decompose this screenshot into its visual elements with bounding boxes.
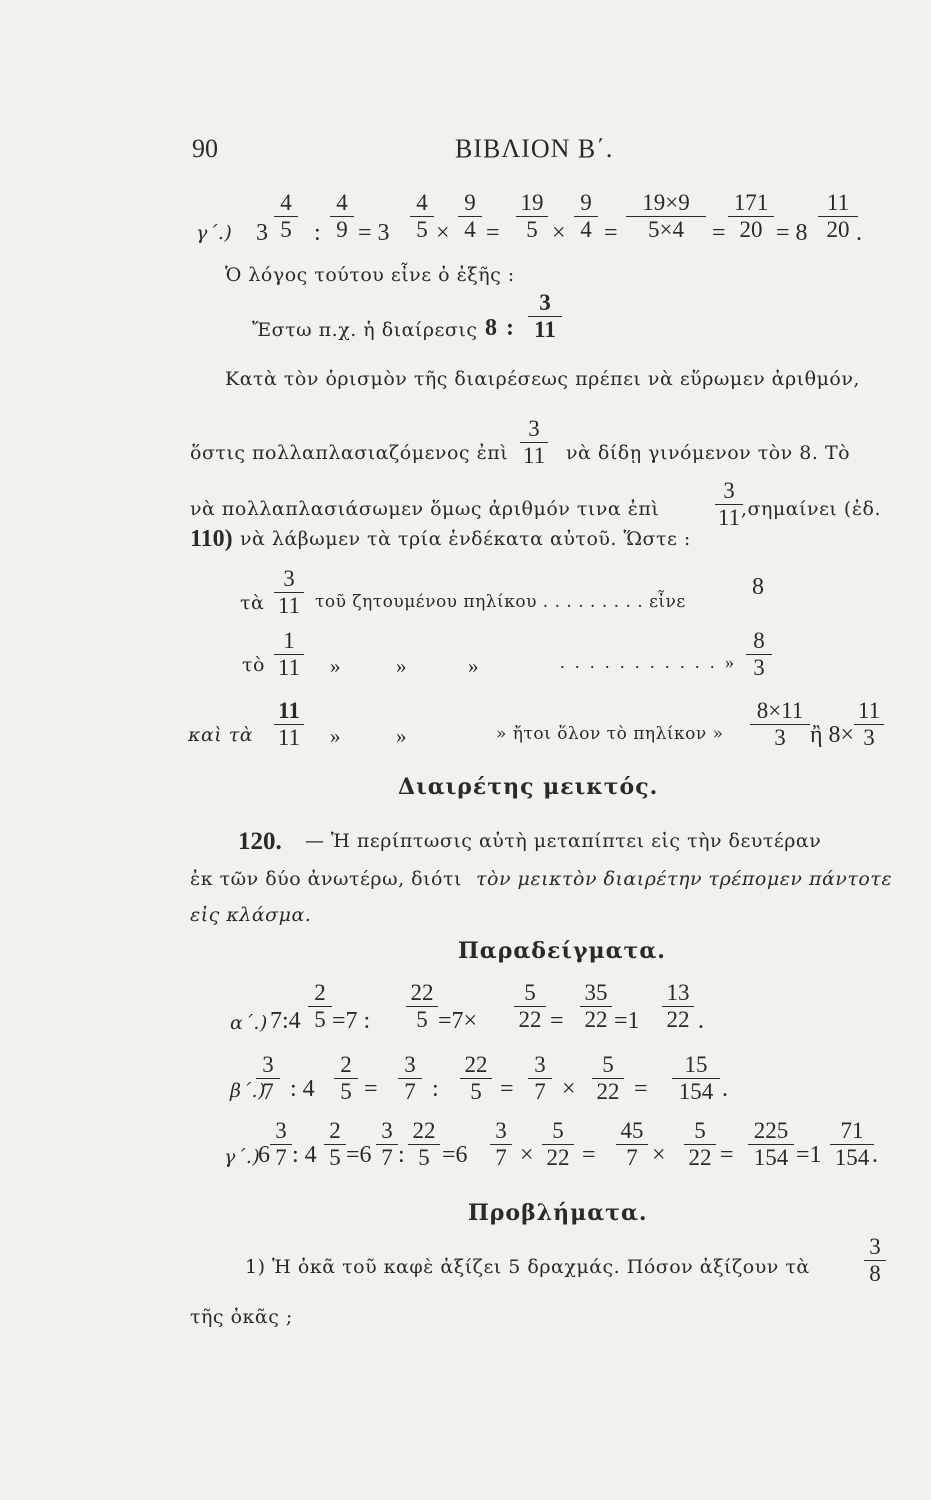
fraction: 3 7 [530, 1052, 550, 1105]
fraction: 3 8 [866, 1234, 884, 1287]
operator: =1 [796, 1142, 822, 1168]
fraction: 4 9 [332, 190, 352, 243]
whole-number: 6 [258, 1142, 270, 1168]
operator: = [364, 1076, 378, 1102]
equation-label: α΄.) [230, 1012, 268, 1034]
fraction: 11 20 [820, 190, 856, 243]
operator: : 4 [290, 1076, 315, 1102]
equation-label: β΄.) [230, 1080, 266, 1102]
row-prefix: τὸ [242, 654, 265, 676]
ditto-mark: » [396, 724, 407, 748]
operator: =7 : [332, 1008, 371, 1034]
ditto-mark: » [468, 654, 479, 678]
fraction: 4 5 [276, 190, 296, 243]
problem-text: 1) Ἡ ὀκᾶ τοῦ καφὲ ἀξίζει 5 δραχμάς. Πόσον ἀξίζουν τὰ [245, 1256, 810, 1278]
fraction: 5 22 [544, 1118, 572, 1171]
fraction: 5 22 [686, 1118, 714, 1171]
fraction: 2 5 [336, 1052, 356, 1105]
fraction: 3 11 [717, 478, 741, 531]
operator: × [520, 1142, 534, 1168]
fraction: 3 11 [522, 416, 546, 469]
operator: : [314, 220, 321, 246]
fraction: 3 7 [400, 1052, 420, 1105]
paragraph-line: νὰ πολλαπλασιάσωμεν ὅμως ἀριθμόν τινα ἐπὶ [190, 498, 660, 520]
fraction: 22 5 [408, 980, 436, 1033]
row-value: 8 [752, 574, 764, 600]
ditto-mark: » [396, 654, 407, 678]
operator: : 4 [292, 1142, 317, 1168]
example-dividend: 8 [485, 315, 497, 341]
equation-label: γ΄.) [224, 1146, 261, 1168]
paragraph-number: 120. [238, 828, 282, 855]
operator: = 8 [776, 220, 808, 246]
operator: = 3 [358, 220, 390, 246]
paragraph-line: ὅστις πολλαπλασιαζόμενος ἐπὶ [190, 442, 509, 464]
operator: = [634, 1076, 648, 1102]
paragraph-line-italic: εἰς κλάσμα. [190, 904, 312, 926]
whole-number: 3 [256, 220, 268, 246]
operator: = [500, 1076, 514, 1102]
fraction: 4 5 [412, 190, 432, 243]
operator: = [550, 1008, 564, 1034]
operator: = [604, 220, 618, 246]
paragraph-line: Κατὰ τὸν ὁρισμὸν τῆς διαιρέσεως πρέπει νὰ εὕρωμεν ἀριθμόν, [225, 368, 860, 390]
equation-label: γ΄.) [196, 222, 233, 244]
section-heading: Παραδείγματα. [458, 938, 666, 964]
operator: = [712, 220, 726, 246]
row-prefix: τὰ [240, 592, 265, 614]
operator: =7× [438, 1008, 478, 1034]
paragraph-line: νὰ δίδῃ γινόμενον τὸν 8. Τὸ [566, 442, 851, 464]
fraction: 13 22 [664, 980, 692, 1033]
operator: . [872, 1142, 878, 1168]
operator: = [720, 1142, 734, 1168]
fraction: 19×9 5×4 [628, 190, 704, 243]
operator: × [562, 1076, 576, 1102]
fraction: 3 7 [272, 1118, 290, 1171]
ditto-mark: » [330, 724, 341, 748]
operator: : [432, 1076, 439, 1102]
row-text: » ἤτοι ὅλον τὸ πηλίκον » [496, 724, 724, 744]
fraction: 8×11 3 [752, 698, 808, 751]
operator: =1 [614, 1008, 640, 1034]
fraction: 5 22 [516, 980, 544, 1033]
page-number: 90 [192, 134, 218, 163]
fraction: 3 11 [276, 566, 302, 619]
row-dots: . . . . . . . . . . . » [560, 652, 737, 672]
example-colon: : [506, 315, 514, 341]
section-heading: Προβλήματα. [468, 1200, 648, 1226]
fraction: 171 20 [730, 190, 772, 243]
paragraph-line: — Ἡ περίπτωσις αὐτὴ μεταπίπτει εἰς τὴν δευτέραν [305, 830, 822, 852]
fraction: 3 7 [258, 1052, 278, 1105]
fraction: 19 5 [518, 190, 546, 243]
fraction: 9 4 [576, 190, 596, 243]
fraction: 22 5 [462, 1052, 490, 1105]
operator: = [582, 1142, 596, 1168]
fraction: 3 7 [378, 1118, 396, 1171]
row-prefix: καὶ τὰ [188, 724, 254, 746]
fraction: 8 3 [748, 628, 770, 681]
operator: × [552, 220, 566, 246]
paragraph-line: ,σημαίνει (ἐδ. [741, 498, 881, 520]
fraction: 71 154 [832, 1118, 872, 1171]
operator: =6 [346, 1142, 372, 1168]
paragraph-line: νὰ λάβωμεν τὰ τρία ἑνδέκατα αὐτοῦ. Ὥστε : [240, 528, 691, 550]
fraction: 5 22 [594, 1052, 622, 1105]
ditto-mark: » [330, 654, 341, 678]
operator: × [652, 1142, 666, 1168]
fraction: 35 22 [582, 980, 610, 1033]
operator: = [486, 220, 500, 246]
paragraph-line: ἐκ τῶν δύο ἀνωτέρω, διότι [190, 868, 462, 890]
fraction: 15 154 [674, 1052, 718, 1105]
operator: × [436, 220, 450, 246]
fraction: 1 11 [276, 628, 302, 681]
running-head: ΒΙΒΛΙΟΝ Β΄. [455, 134, 614, 163]
fraction: 2 5 [310, 980, 330, 1033]
fraction: 3 11 [530, 290, 560, 343]
operator: : [398, 1142, 405, 1168]
fraction: 225 154 [750, 1118, 792, 1171]
paragraph-line-italic: τὸν μεικτὸν διαιρέτην τρέπομεν πάντοτε [476, 868, 893, 890]
row-value: ἢ 8× [810, 722, 855, 748]
problem-text: τῆς ὀκᾶς ; [190, 1306, 293, 1328]
fraction: 11 3 [856, 698, 882, 751]
operator: . [856, 220, 862, 246]
example-text: Ἔστω π.χ. ἡ διαίρεσις [252, 319, 478, 341]
operator: . [698, 1008, 704, 1034]
operator: . [722, 1076, 728, 1102]
fraction: 45 7 [618, 1118, 646, 1171]
fraction: 9 4 [460, 190, 480, 243]
fraction: 2 5 [326, 1118, 344, 1171]
row-text: τοῦ ζητουμένου πηλίκου . . . . . . . . . εἶνε [315, 592, 686, 612]
reason-text: Ὁ λόγος τούτου εἶνε ὁ ἐξῆς : [225, 264, 515, 286]
reference-number: 110) [190, 526, 233, 552]
section-heading: Διαιρέτης μεικτός. [398, 774, 659, 800]
fraction: 22 5 [410, 1118, 438, 1171]
fraction: 11 11 [276, 698, 302, 751]
operator: =6 [442, 1142, 468, 1168]
fraction: 3 7 [492, 1118, 510, 1171]
whole-number: 7:4 [270, 1008, 301, 1034]
